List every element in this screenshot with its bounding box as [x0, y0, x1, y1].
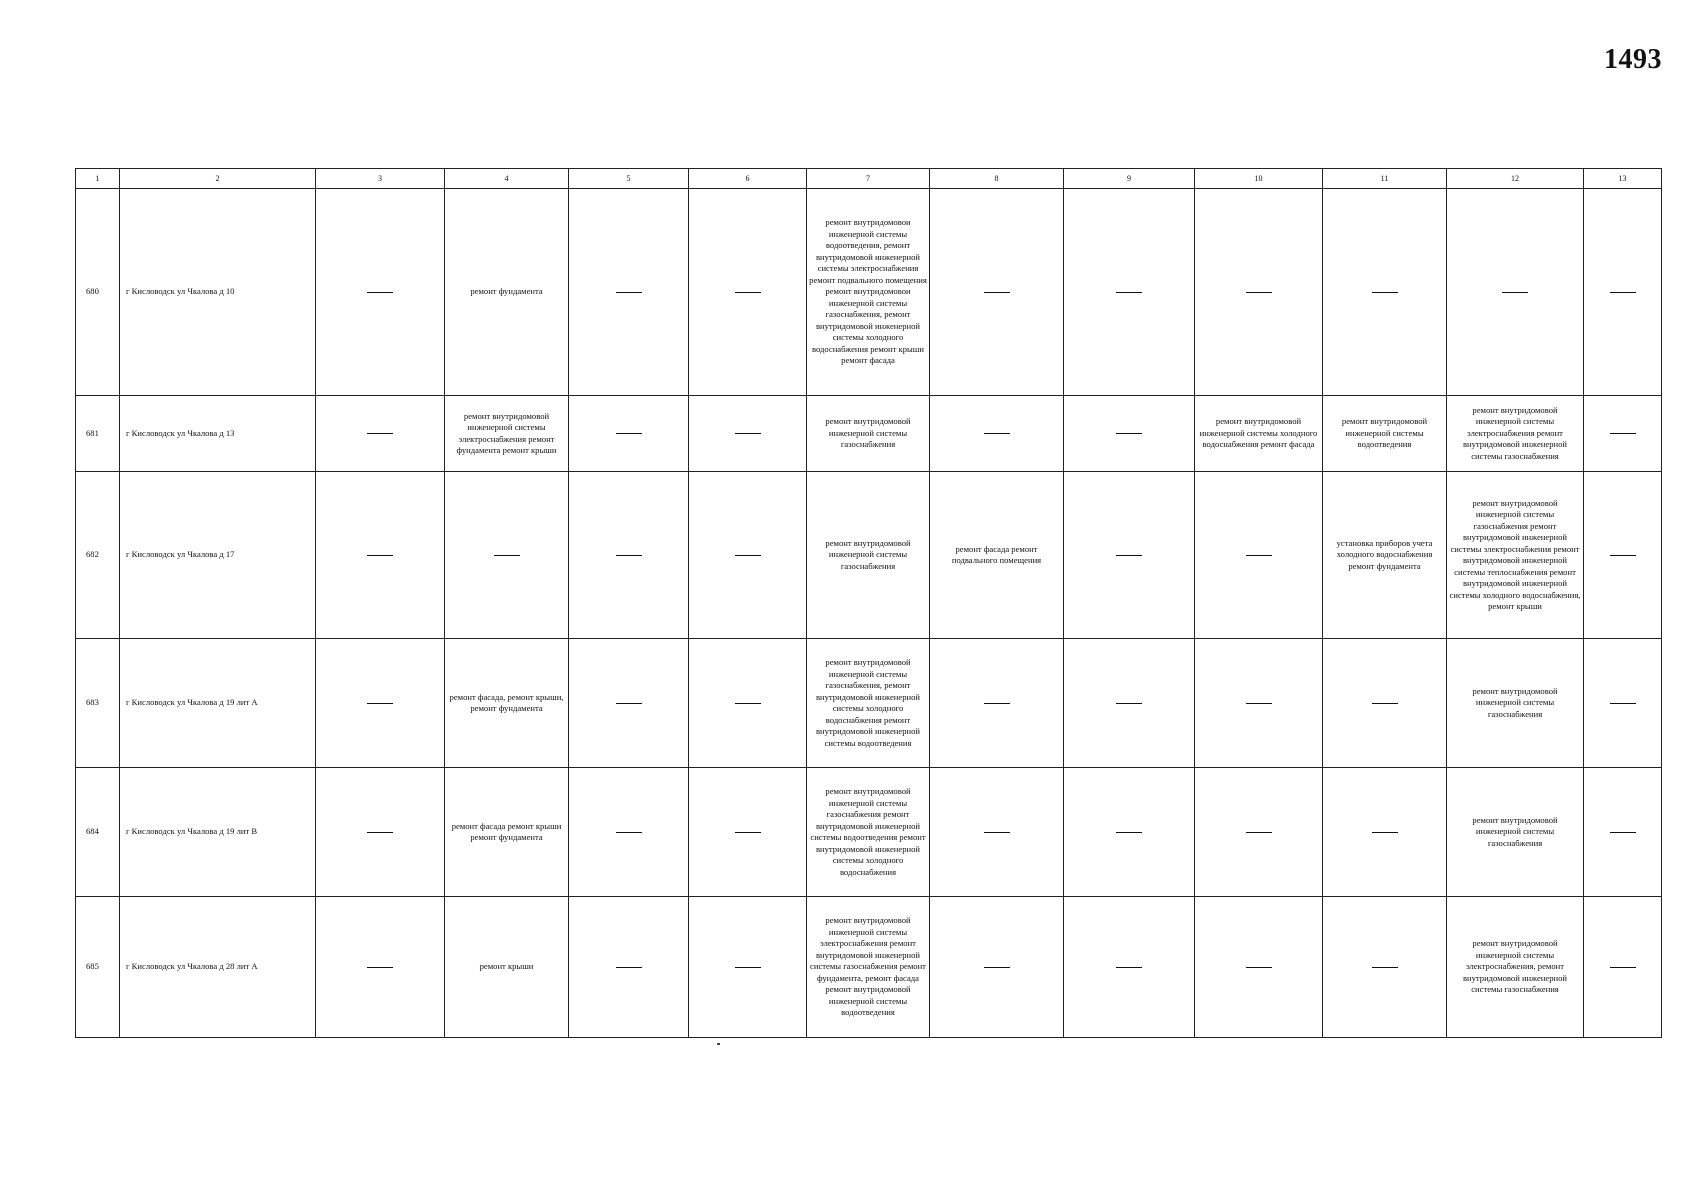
work-cell-col7: ремонт внутридомовой инженерной системы газоснабжения — [807, 396, 930, 472]
work-cell-col4: ремонт крыши — [445, 897, 569, 1038]
address-cell: г Кисловодск ул Чкалова д 10 — [120, 189, 316, 396]
column-header: 7 — [807, 169, 930, 189]
work-cell-col11 — [1323, 639, 1447, 768]
work-cell-col8 — [930, 189, 1064, 396]
work-cell-col8 — [930, 897, 1064, 1038]
address-cell: г Кисловодск ул Чкалова д 17 — [120, 472, 316, 639]
table-row — [76, 639, 1662, 768]
empty-dash — [1246, 292, 1272, 293]
empty-dash — [1116, 703, 1142, 704]
work-cell-col10 — [1195, 897, 1323, 1038]
work-cell-col12 — [1447, 189, 1584, 396]
empty-dash — [1610, 967, 1636, 968]
column-header: 12 — [1447, 169, 1584, 189]
work-cell-col5 — [569, 897, 689, 1038]
work-cell-col9 — [1064, 396, 1195, 472]
empty-dash — [984, 703, 1010, 704]
work-cell-col3 — [316, 897, 445, 1038]
work-cell-col9 — [1064, 639, 1195, 768]
empty-dash — [735, 433, 761, 434]
work-cell-col3 — [316, 768, 445, 897]
row-number: 680 — [76, 189, 120, 396]
address-cell: г Кисловодск ул Чкалова д 28 лит А — [120, 897, 316, 1038]
empty-dash — [367, 433, 393, 434]
work-cell-col3 — [316, 472, 445, 639]
row-number: 685 — [76, 897, 120, 1038]
address-cell: г Кисловодск ул Чкалова д 19 лит А — [120, 639, 316, 768]
empty-dash — [735, 703, 761, 704]
empty-dash — [1116, 292, 1142, 293]
work-cell-col11 — [1323, 768, 1447, 897]
table-row — [76, 472, 1662, 639]
work-cell-col4: ремонт фундамента — [445, 189, 569, 396]
empty-dash — [1246, 703, 1272, 704]
empty-dash — [735, 832, 761, 833]
empty-dash — [616, 292, 642, 293]
work-cell-col7: ремонт внутридомовой инженерной системы электроснабжения ремонт внутридомовой инженерной системы газоснабжения ремонт фундамента, ремонт фасада ремонт внутридомовой инженерной системы водоотведения — [807, 897, 930, 1038]
column-header: 6 — [689, 169, 807, 189]
work-cell-col13 — [1584, 768, 1662, 897]
empty-dash — [1116, 433, 1142, 434]
row-number: 681 — [76, 396, 120, 472]
table-row — [76, 189, 1662, 396]
work-cell-col3 — [316, 396, 445, 472]
work-cell-col11: ремонт внутридомовой инженерной системы водоотведения — [1323, 396, 1447, 472]
work-cell-col5 — [569, 396, 689, 472]
row-number: 683 — [76, 639, 120, 768]
empty-dash — [1610, 703, 1636, 704]
column-header: 8 — [930, 169, 1064, 189]
work-cell-col9 — [1064, 472, 1195, 639]
work-cell-col4: ремонт внутридомовой инженерной системы электроснабжения ремонт фундамента ремонт крыши — [445, 396, 569, 472]
work-cell-col4: ремонт фасада, ремонт крыши, ремонт фундамента — [445, 639, 569, 768]
work-cell-col11: установка приборов учета холодного водоснабжения ремонт фундамента — [1323, 472, 1447, 639]
column-header: 5 — [569, 169, 689, 189]
empty-dash — [616, 703, 642, 704]
address-cell: г Кисловодск ул Чкалова д 13 — [120, 396, 316, 472]
work-cell-col5 — [569, 472, 689, 639]
empty-dash — [367, 555, 393, 556]
work-cell-col5 — [569, 768, 689, 897]
empty-dash — [735, 967, 761, 968]
column-header: 4 — [445, 169, 569, 189]
empty-dash — [1372, 967, 1398, 968]
column-header: 2 — [120, 169, 316, 189]
empty-dash — [616, 555, 642, 556]
page-number: 1493 — [1604, 44, 1662, 75]
empty-dash — [1610, 292, 1636, 293]
empty-dash — [616, 433, 642, 434]
table-row — [76, 768, 1662, 897]
empty-dash — [984, 433, 1010, 434]
table-row — [76, 897, 1662, 1038]
work-cell-col13 — [1584, 897, 1662, 1038]
repair-register-table — [75, 168, 1662, 1038]
column-header: 13 — [1584, 169, 1662, 189]
empty-dash — [984, 292, 1010, 293]
empty-dash — [1246, 555, 1272, 556]
empty-dash — [1372, 832, 1398, 833]
address-cell: г Кисловодск ул Чкалова д 19 лит В — [120, 768, 316, 897]
work-cell-col10 — [1195, 472, 1323, 639]
empty-dash — [1372, 703, 1398, 704]
empty-dash — [1610, 832, 1636, 833]
empty-dash — [1116, 967, 1142, 968]
work-cell-col8 — [930, 396, 1064, 472]
column-header: 10 — [1195, 169, 1323, 189]
work-cell-col12: ремонт внутридомовой инженерной системы газоснабжения — [1447, 639, 1584, 768]
empty-dash — [984, 967, 1010, 968]
empty-dash — [984, 832, 1010, 833]
column-header: 1 — [76, 169, 120, 189]
work-cell-col9 — [1064, 189, 1195, 396]
empty-dash — [1372, 292, 1398, 293]
work-cell-col10 — [1195, 639, 1323, 768]
empty-dash — [616, 967, 642, 968]
column-header: 9 — [1064, 169, 1195, 189]
row-number: 682 — [76, 472, 120, 639]
work-cell-col6 — [689, 189, 807, 396]
work-cell-col13 — [1584, 472, 1662, 639]
work-cell-col12: ремонт внутридомовой инженерной системы газоснабжения ремонт внутридомовой инженерной системы электроснабжения ремонт внутридомовой инженерной системы теплоснабжения ремонт внутридомовой инженерной системы холодного водоснабжения, ремонт крыши — [1447, 472, 1584, 639]
empty-dash — [1502, 292, 1528, 293]
column-header: 11 — [1323, 169, 1447, 189]
work-cell-col10 — [1195, 189, 1323, 396]
column-number-row — [76, 169, 1662, 189]
work-cell-col6 — [689, 396, 807, 472]
empty-dash — [735, 555, 761, 556]
empty-dash — [1610, 433, 1636, 434]
work-cell-col13 — [1584, 396, 1662, 472]
work-cell-col4 — [445, 472, 569, 639]
work-cell-col13 — [1584, 639, 1662, 768]
empty-dash — [367, 703, 393, 704]
work-cell-col8 — [930, 768, 1064, 897]
work-cell-col9 — [1064, 768, 1195, 897]
empty-dash — [1116, 555, 1142, 556]
empty-dash — [1610, 555, 1636, 556]
work-cell-col12: ремонт внутридомовой инженерной системы электроснабжения ремонт внутридомовой инженерной системы газоснабжения — [1447, 396, 1584, 472]
work-cell-col6 — [689, 472, 807, 639]
work-cell-col11 — [1323, 897, 1447, 1038]
empty-dash — [494, 555, 520, 556]
row-number: 684 — [76, 768, 120, 897]
empty-dash — [1116, 832, 1142, 833]
work-cell-col8: ремонт фасада ремонт подвального помещения — [930, 472, 1064, 639]
column-header: 3 — [316, 169, 445, 189]
empty-dash — [1246, 832, 1272, 833]
work-cell-col11 — [1323, 189, 1447, 396]
work-cell-col7: ремонт внутридомовой инженерной системы газоснабжения, ремонт внутридомовой инженерной системы холодного водоснабжения ремонт внутридомовой инженерной системы водоотведения — [807, 639, 930, 768]
work-cell-col7: ремонт внутридомовои инженерной системы водоотведения, ремонт внутридомовой инженерной системы электроснабжения ремонт подвального помещения ремонт внутридомовои инженерной системы газоснабжения, ремонт внутридомовой инженерной системы холодного водоснабжения ремонт крыши ремонт фасада — [807, 189, 930, 396]
work-cell-col3 — [316, 639, 445, 768]
empty-dash — [367, 967, 393, 968]
empty-dash — [616, 832, 642, 833]
empty-dash — [367, 832, 393, 833]
work-cell-col12: ремонт внутридомовой инженерной системы газоснабжения — [1447, 768, 1584, 897]
empty-dash — [1246, 967, 1272, 968]
work-cell-col6 — [689, 639, 807, 768]
work-cell-col12: ремонт внутридомовой инженерной системы электроснабжения, ремонт внутридомовой инженерной системы газоснабжения — [1447, 897, 1584, 1038]
work-cell-col6 — [689, 897, 807, 1038]
work-cell-col3 — [316, 189, 445, 396]
table-row — [76, 396, 1662, 472]
work-cell-col5 — [569, 189, 689, 396]
work-cell-col10 — [1195, 768, 1323, 897]
work-cell-col6 — [689, 768, 807, 897]
work-cell-col7: ремонт внутридомовой инженерной системы газоснабжения — [807, 472, 930, 639]
scan-speck — [717, 1043, 720, 1045]
empty-dash — [735, 292, 761, 293]
work-cell-col9 — [1064, 897, 1195, 1038]
work-cell-col8 — [930, 639, 1064, 768]
work-cell-col10: ремонт внутридомовой инженерной системы холодного водоснабжения ремонт фасада — [1195, 396, 1323, 472]
empty-dash — [367, 292, 393, 293]
work-cell-col7: ремонт внутридомовой инженерной системы газоснабжения ремонт внутридомовой инженерной системы водоотведения ремонт внутридомовой инженерной системы холодного водоснабжения — [807, 768, 930, 897]
work-cell-col13 — [1584, 189, 1662, 396]
work-cell-col5 — [569, 639, 689, 768]
work-cell-col4: ремонт фасада ремонт крыши ремонт фундамента — [445, 768, 569, 897]
